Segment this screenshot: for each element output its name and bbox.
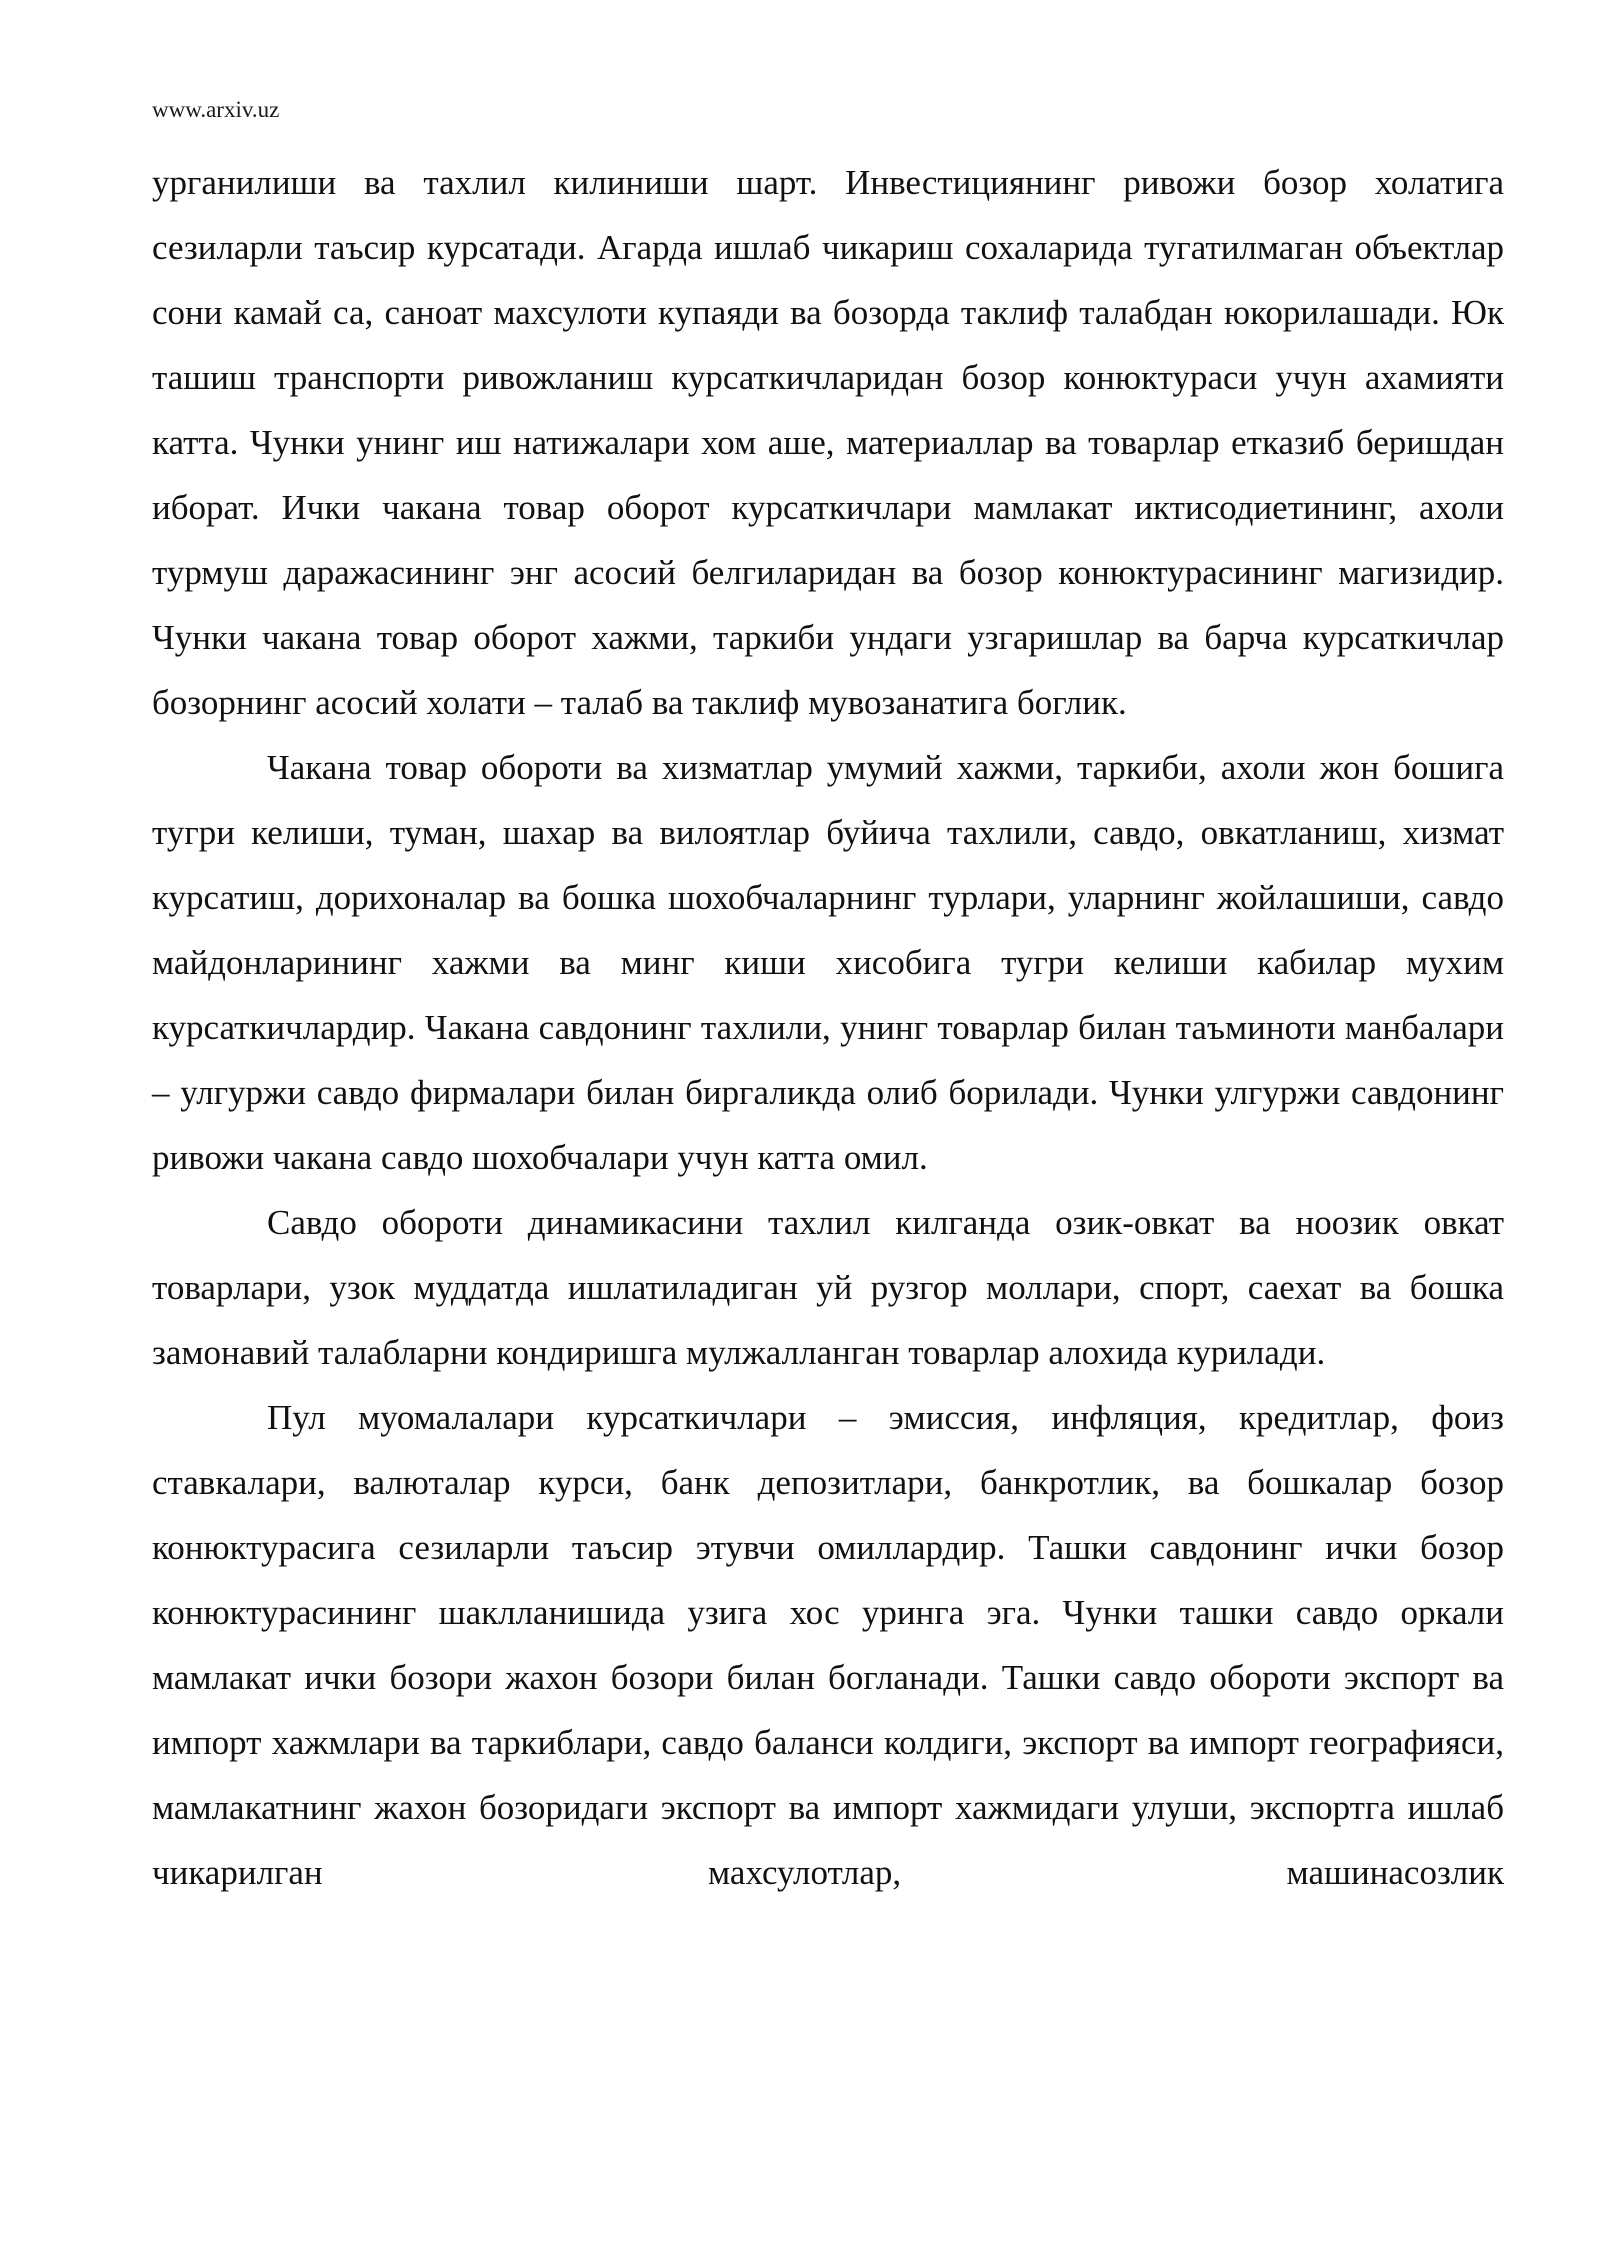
- paragraph-2: Чакана товар обороти ва хизматлар умумий хажми, таркиби, ахоли жон бошига тугри келиши, туман, шахар ва вилоятлар буйича тахлили, савдо, овкатланиш, хизмат курсатиш, дорихоналар ва бошка шохобчаларнинг турлари, уларнинг жойлашиши, савдо майдонларининг хажми ва минг киши хисобига тугри келиши кабилар мухим курсаткичлардир. Чакана савдонинг тахлили, унинг товарлар билан таъминоти манбалари – улгуржи савдо фирмалари билан биргаликда олиб борилади. Чунки улгуржи савдонинг ривожи чакана савдо шохобчалари учун катта омил.: [152, 748, 1504, 1177]
- page-header-site: www.arxiv.uz: [152, 97, 280, 122]
- paragraph-1: урганилиши ва тахлил килиниши шарт. Инвестициянинг ривожи бозор холатига сезиларли таъсир курсатади. Агарда ишлаб чикариш сохаларида тугатилмаган объектлар сони камай са, саноат махсулоти купаяди ва бозорда таклиф талабдан юкорилашади. Юк ташиш транспорти ривожланиш курсаткичларидан бозор конюктураси учун ахамияти катта. Чунки унинг иш натижалари хом аше, материаллар ва товарлар етказиб беришдан иборат. Ички чакана товар оборот курсаткичлари мамлакат иктисодиетининг, ахоли турмуш даражасининг энг асосий белгиларидан ва бозор конюктурасининг магизидир. Чунки чакана товар оборот хажми, таркиби ундаги узгаришлар ва барча курсаткичлар бозорнинг асосий холати – талаб ва таклиф мувозанатига боглик.: [152, 163, 1504, 722]
- paragraph-4: Пул муомалалари курсаткичлари – эмиссия, инфляция, кредитлар, фоиз ставкалари, валюталар курси, банк депозитлари, банкротлик, ва бошкалар бозор конюктурасига сезиларли таъсир этувчи омиллардир. Ташки савдонинг ички бозор конюктурасининг шаклланишида узига хос уринга эга. Чунки ташки савдо оркали мамлакат ички бозори жахон бозори билан богланади. Ташки савдо обороти экспорт ва импорт хажмлари ва таркиблари, савдо баланси колдиги, экспорт ва импорт географияси, мамлакатнинг жахон бозоридаги экспорт ва импорт хажмидаги улуши, экспортга ишлаб чикарилган махсулотлар, машинасозлик: [152, 1398, 1504, 1892]
- document-body: [152, 150, 1504, 1905]
- paragraph-3: Савдо обороти динамикасини тахлил килганда озик-овкат ва ноозик овкат товарлари, узок муддатда ишлатиладиган уй рузгор моллари, спорт, саехат ва бошка замонавий талабларни кондиришга мулжалланган товарлар алохида курилади.: [152, 1203, 1504, 1372]
